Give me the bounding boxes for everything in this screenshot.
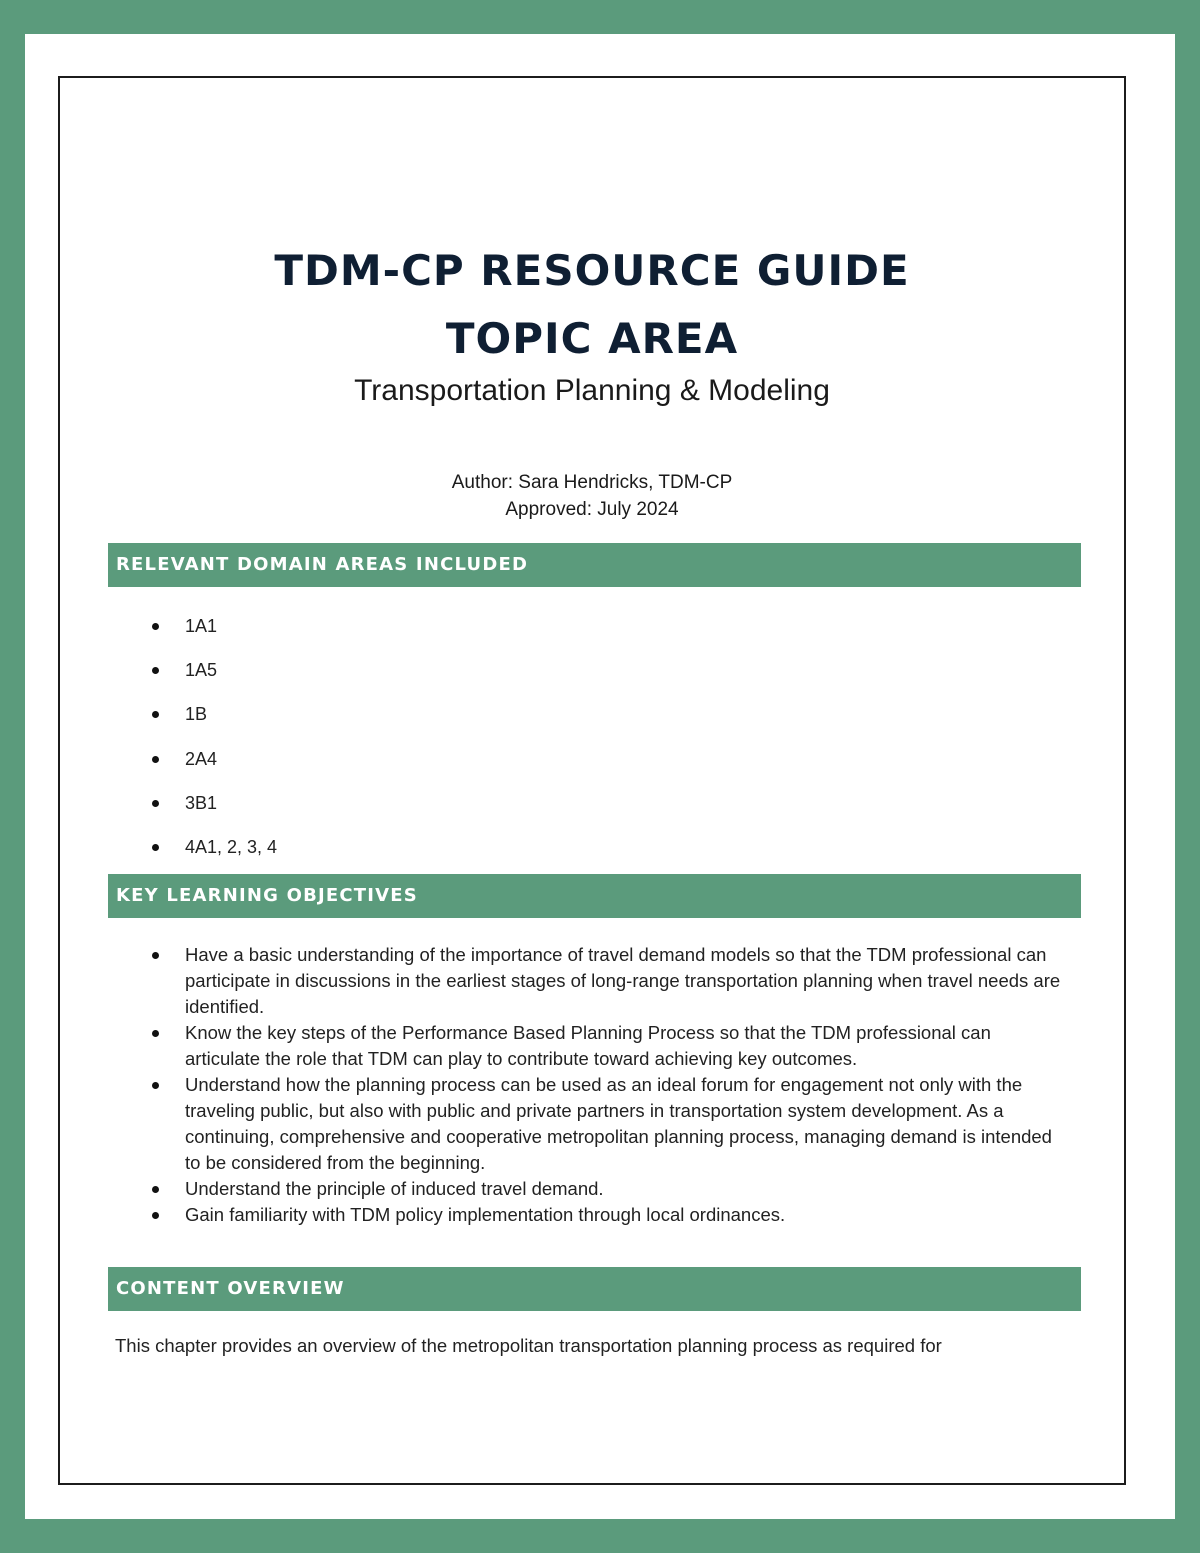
list-item: [60, 702, 1128, 746]
bullet-icon: [152, 1082, 159, 1089]
section-heading-overview: CONTENT OVERVIEW: [108, 1267, 1081, 1311]
list-item: [60, 1176, 1128, 1202]
bullet-icon: [152, 711, 159, 718]
bullet-icon: [152, 844, 159, 851]
author-line: Author: Sara Hendricks, TDM-CP: [451, 472, 733, 493]
list-item: [60, 835, 1128, 879]
bullet-icon: [152, 1186, 159, 1193]
objective-text: Have a basic understanding of the importance of travel demand models so that the TDM professional can participate in discussions in the earliest stages of long-range transportation planning when travel needs are identified.: [185, 944, 1061, 1017]
objectives-list: [60, 942, 1128, 1228]
list-item: [60, 1020, 1128, 1072]
list-item: [60, 791, 1128, 835]
domain-code: 3B1: [185, 792, 218, 813]
domain-code: 1A5: [185, 660, 218, 681]
objective-text: Understand how the planning process can be used as an ideal forum for engagement not only with the traveling public, but also with public and private partners in transportation system development. As a continuing, comprehensive and cooperative metropolitan planning process, managing demand is intended to be considered from the beginning.: [185, 1074, 1052, 1173]
bullet-icon: [152, 1212, 159, 1219]
list-item: [60, 658, 1128, 702]
bullet-icon: [152, 1030, 159, 1037]
bullet-icon: [152, 952, 159, 959]
bullet-icon: [152, 623, 159, 630]
objective-text: Gain familiarity with TDM policy implementation through local ordinances.: [185, 1204, 786, 1225]
domain-code: 1B: [185, 704, 208, 725]
domain-code: 2A4: [185, 748, 218, 769]
topic-subtitle: Transportation Planning & Modeling: [354, 374, 830, 407]
list-item: [60, 614, 1128, 658]
objective-text: Know the key steps of the Performance Based Planning Process so that the TDM professional can articulate the role that TDM can play to contribute toward achieving key outcomes.: [185, 1022, 991, 1069]
section-heading-objectives: KEY LEARNING OBJECTIVES: [108, 874, 1081, 918]
domain-list: [60, 614, 1128, 879]
bullet-icon: [152, 756, 159, 763]
topic-area-title: TOPIC AREA: [445, 314, 739, 363]
bullet-icon: [152, 800, 159, 807]
list-item: [60, 1072, 1128, 1176]
document-page: [25, 34, 1175, 1519]
approval-date: Approved: July 2024: [505, 499, 679, 520]
domain-code: 1A1: [185, 616, 218, 636]
list-item: [60, 942, 1128, 1020]
list-item: [60, 747, 1128, 791]
domain-code: 4A1, 2, 3, 4: [185, 836, 278, 857]
objective-text: Understand the principle of induced travel demand.: [185, 1178, 604, 1199]
section-heading-domains: RELEVANT DOMAIN AREAS INCLUDED: [108, 543, 1081, 587]
page-border-frame: [58, 76, 1126, 1485]
bullet-icon: [152, 667, 159, 674]
list-item: [60, 1202, 1128, 1228]
overview-paragraph: This chapter provides an overview of the metropolitan transportation planning process as required for: [115, 1335, 942, 1356]
document-title: TDM-CP RESOURCE GUIDE: [274, 246, 910, 295]
